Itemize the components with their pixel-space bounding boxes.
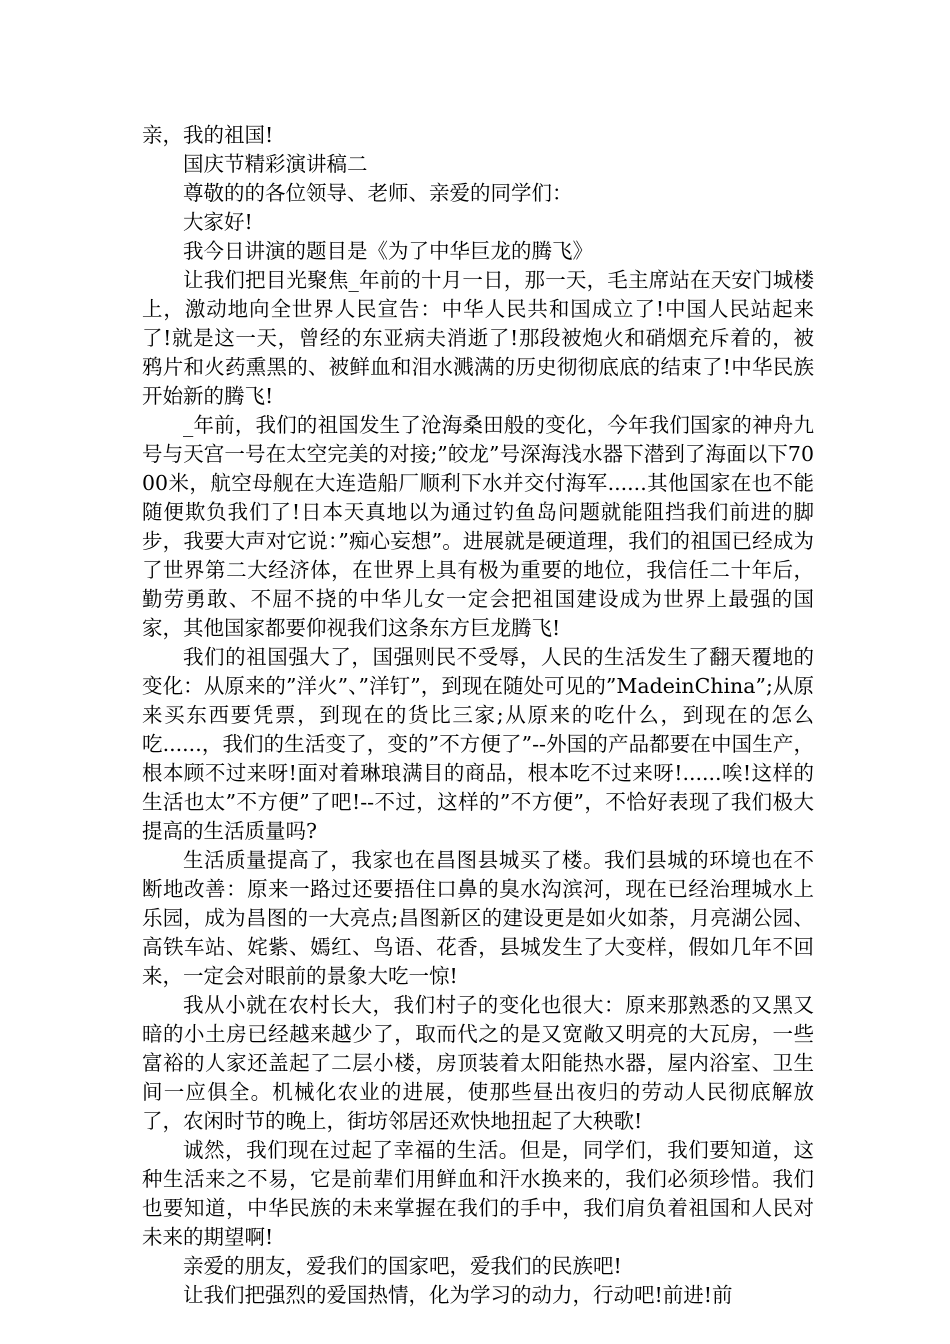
paragraph-greeting: 大家好! — [183, 210, 253, 234]
paragraph-body: 让我们把目光聚焦_年前的十月一日，那一天，毛主席站在天安门城楼上，激动地向全世界人民宣告：中华人民共和国成立了!中国人民站起来了!就是这一天，曾经的东亚病夫消逝了!那段被炮火和硝烟充斥着的，被鸦片和火药熏黑的、被鲜血和泪水溅满的历史彻彻底底的结束了!中华民族开始新的腾飞! — [142, 268, 814, 408]
paragraph-body: 让我们把强烈的爱国热情，化为学习的动力，行动吧!前进!前 — [183, 1283, 733, 1307]
paragraph-salutation: 尊敬的的各位领导、老师、亲爱的同学们： — [183, 181, 573, 205]
document-body — [142, 121, 814, 1310]
paragraph-body: _年前，我们的祖国发生了沧海桑田般的变化，今年我们国家的神舟九号与天宫一号在太空完美的对接;”皎龙”号深海浅水器下潜到了海面以下7000米，航空母舰在大连造船厂顺利下水并交付海军......其他国家在也不能随便欺负我们了!日本天真地以为通过钓鱼岛问题就能阻挡我们前进的脚步，我要大声对它说：”痴心妄想”。进展就是硬道理，我们的祖国已经成为了世界第二大经济体，在世界上具有极为重要的地位，我信任二十年后，勤劳勇敢、不屈不挠的中华儿女一定会把祖国建设成为世界上最强的国家，其他国家都要仰视我们这条东方巨龙腾飞! — [142, 413, 814, 640]
paragraph-topic: 我今日讲演的题目是《为了中华巨龙的腾飞》 — [183, 239, 593, 263]
paragraph-body: 我从小就在农村长大，我们村子的变化也很大：原来那熟悉的又黑又暗的小土房已经越来越少了，取而代之的是又宽敞又明亮的大瓦房，一些富裕的人家还盖起了二层小楼，房顶装着太阳能热水器，屋内浴室、卫生间一应俱全。机械化农业的进展，使那些昼出夜归的劳动人民彻底解放了，农闲时节的晚上，街坊邻居还欢快地扭起了大秧歌! — [142, 993, 814, 1133]
paragraph-body: 亲爱的朋友，爱我们的国家吧，爱我们的民族吧! — [183, 1254, 622, 1278]
paragraph-closing-line: 亲，我的祖国! — [142, 123, 274, 147]
paragraph-body: 诚然，我们现在过起了幸福的生活。但是，同学们，我们要知道，这种生活来之不易，它是前辈们用鲜血和汗水换来的，我们必须珍惜。我们也要知道，中华民族的未来掌握在我们的手中，我们肩负着祖国和人民对未来的期望啊! — [142, 1138, 814, 1249]
paragraph-body: 生活质量提高了，我家也在昌图县城买了楼。我们县城的环境也在不断地改善：原来一路过还要捂住口鼻的臭水沟滨河，现在已经治理城水上乐园，成为昌图的一大亮点;昌图新区的建设更是如火如荼，月亮湖公园、高铁车站、姹紫、嫣红、鸟语、花香，县城发生了大变样，假如几年不回来，一定会对眼前的景象大吃一惊! — [142, 848, 814, 988]
paragraph-speech-title: 国庆节精彩演讲稿二 — [183, 152, 368, 176]
paragraph-body: 我们的祖国强大了，国强则民不受辱，人民的生活发生了翻天覆地的变化：从原来的”洋火”、”洋钉”，到现在随处可见的”MadeinChina”;从原来买东西要凭票，到现在的货比三家;从原来的吃什么，到现在的怎么吃......，我们的生活变了，变的”不方便了”--外国的产品都要在中国生产，根本顾不过来呀!面对着琳琅满目的商品，根本吃不过来呀!......唉!这样的生活也太”不方便”了吧!--不过，这样的”不方便”，不恰好表现了我们极大提高的生活质量吗? — [142, 645, 814, 843]
